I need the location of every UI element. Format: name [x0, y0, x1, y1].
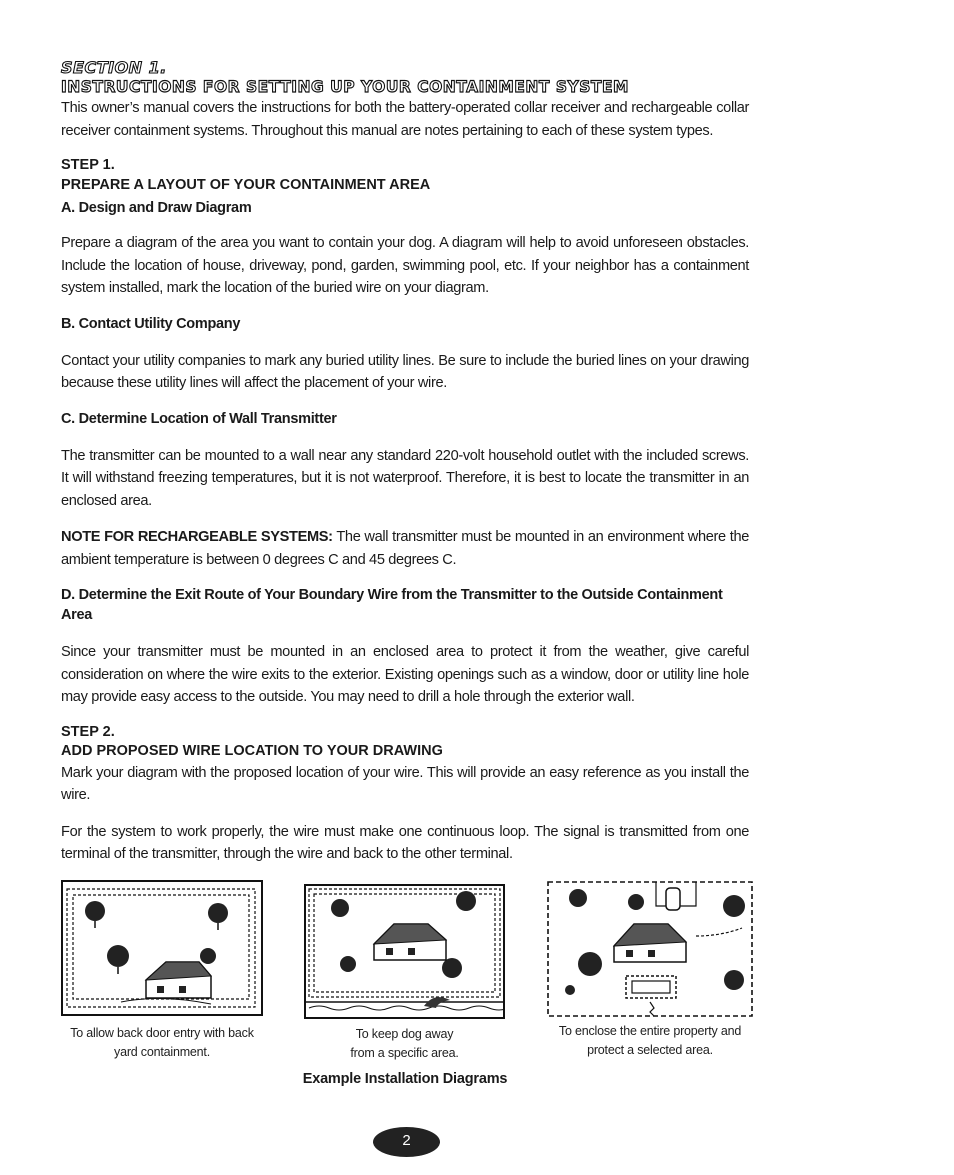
- diagram-entire-property: [546, 880, 754, 1059]
- specific-area-diagram-illustration: [304, 884, 505, 1019]
- step1-a-text: Prepare a diagram of the area you want to contain your dog. A diagram will help to avoid unforeseen obstacles. Include the location of house, driveway, pond, garden, swimming pool, etc. If your neighbor has a containment system installed, mark the location of the buried wire on your diagram.: [61, 235, 749, 296]
- step1-title: PREPARE A LAYOUT OF YOUR CONTAINMENT AREA: [61, 176, 431, 193]
- diagram-back-yard: [61, 880, 263, 1061]
- step1-d-title: D. Determine the Exit Route of Your Boundary Wire from the Transmitter to the Outside Containment Area: [61, 587, 723, 623]
- diagram-specific-area: [304, 884, 505, 1062]
- intro-paragraph: This owner’s manual covers the instructions for both the battery-operated collar receiver and rechargeable collar receiver containment systems. Throughout this manual are notes pertaining to each of these system types.: [61, 100, 749, 139]
- step2-text1: Mark your diagram with the proposed location of your wire. This will provide an easy reference as you install the wire.: [61, 764, 749, 803]
- note-lead: NOTE FOR RECHARGEABLE SYSTEMS:: [61, 529, 333, 545]
- note-rechargeable: [61, 526, 749, 571]
- section-title: INSTRUCTIONS FOR SETTING UP YOUR CONTAINMENT SYSTEM: [61, 77, 629, 97]
- entire-property-diagram-illustration: [546, 880, 754, 1018]
- page-number: 2: [373, 1127, 440, 1157]
- step2-text2: For the system to work properly, the wire must make one continuous loop. The signal is transmitted from one terminal of the transmitter, through the wire and back to the other terminal.: [61, 823, 749, 862]
- figure-caption: Example Installation Diagrams: [302, 1071, 508, 1087]
- step1-c-text: The transmitter can be mounted to a wall near any standard 220-volt household outlet with the included screws. It will withstand freezing temperatures, but it is not waterproof. Therefore, it is best to locate the transmitter in an enclosed area.: [61, 447, 749, 509]
- caption-specific-area-line1: To keep dog away: [355, 1027, 454, 1041]
- step1-d-text: Since your transmitter must be mounted in an enclosed area to protect it from the weather, give careful consideration on where the wire exits to the exterior. Existing openings such as a window, door or utility line hole may provide easy access to the outside. You may need to drill a hole through the exterior wall.: [61, 644, 749, 705]
- manual-page: [61, 58, 749, 866]
- installation-diagrams: [0, 880, 954, 1080]
- step1-b-title: B. Contact Utility Company: [61, 315, 241, 332]
- step1-label: STEP 1.: [61, 157, 115, 173]
- step1-c-title: C. Determine Location of Wall Transmitter: [61, 410, 337, 427]
- caption-entire-property: To enclose the entire property and protect a selected area.: [558, 1024, 742, 1057]
- step1-b-text: Contact your utility companies to mark any buried utility lines. Be sure to include the buried lines on your drawing because these utility lines will affect the placement of your wire.: [61, 352, 749, 391]
- step2-title: ADD PROPOSED WIRE LOCATION TO YOUR DRAWING: [61, 743, 443, 759]
- back-yard-diagram-illustration: [61, 880, 263, 1016]
- section-label: SECTION 1.: [61, 58, 167, 77]
- caption-specific-area: [304, 1025, 505, 1062]
- note-text: The wall transmitter must be mounted in an environment where the ambient temperature is between 0 degrees C and 45 degrees C.: [61, 529, 749, 568]
- step1-a-title: A. Design and Draw Diagram: [61, 200, 252, 216]
- caption-specific-area-line2: from a specific area.: [350, 1045, 459, 1060]
- caption-back-yard: To allow back door entry with back yard containment.: [70, 1026, 254, 1059]
- step2-label: STEP 2.: [61, 723, 115, 740]
